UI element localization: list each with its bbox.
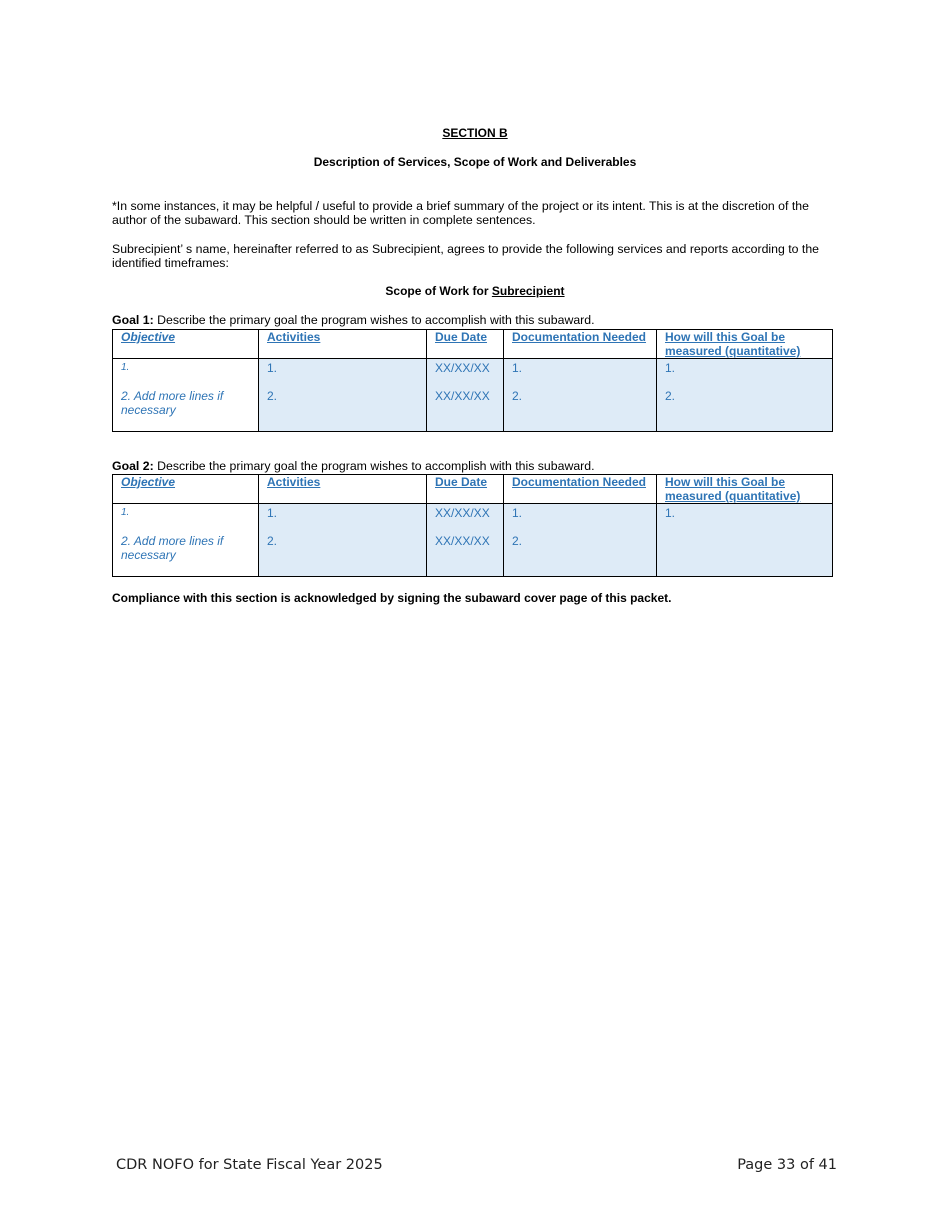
header-documentation: Documentation Needed (504, 330, 657, 359)
goal-1-documentation-1: 1. (512, 361, 523, 375)
goal-1-objective-1: 1. (121, 362, 130, 373)
goal-1-activity-1: 1. (267, 361, 278, 375)
goal-2-activity-2: 2. (267, 534, 278, 548)
footer-title: CDR NOFO for State Fiscal Year 2025 (116, 1157, 383, 1173)
goal-2-measure-cell[interactable] (657, 504, 833, 577)
goal-1-measure-1: 1. (665, 361, 676, 375)
section-title: SECTION B (442, 126, 508, 140)
header-activities: Activities (259, 475, 427, 504)
goal-2-objective-2: 2. Add more lines if necessary (121, 534, 224, 562)
header-measure: How will this Goal be measured (quantitative) (657, 475, 833, 504)
header-documentation: Documentation Needed (504, 475, 657, 504)
goal-2-table (112, 474, 833, 577)
goal-1-due-date-1: XX/XX/XX (435, 361, 490, 375)
goal-2-measure-1: 1. (665, 506, 676, 520)
footer-page-number: Page 33 of 41 (737, 1157, 837, 1173)
goal-1-objective-cell[interactable] (113, 359, 259, 432)
goal-1-activity-2: 2. (267, 389, 278, 403)
goal-1-header-row (113, 330, 833, 359)
section-subtitle: Description of Services, Scope of Work and Deliverables (313, 155, 637, 169)
goal-1-measure-2: 2. (665, 389, 676, 403)
goal-1-documentation-cell[interactable] (504, 359, 657, 432)
goal-2-documentation-1: 1. (512, 506, 523, 520)
goal-1-due-date-2: XX/XX/XX (435, 389, 490, 403)
goal-2-objective-1: 1. (121, 507, 130, 518)
goal-1-measure-cell[interactable] (657, 359, 833, 432)
goal-2-documentation-cell[interactable] (504, 504, 657, 577)
goal-2-due-date-2: XX/XX/XX (435, 534, 490, 548)
intro-paragraph-1: *In some instances, it may be helpful / useful to provide a brief summary of the project or its intent. This is at the discretion of the author of the subaward. This section should be written in complete sentences. (112, 199, 809, 227)
header-measure: How will this Goal be measured (quantitative) (657, 330, 833, 359)
goal-1-activities-cell[interactable] (259, 359, 427, 432)
header-due-date: Due Date (427, 475, 504, 504)
goal-1-description (112, 313, 595, 327)
goal-1-label: Goal 1: (112, 313, 154, 327)
header-objective: Objective (113, 330, 259, 359)
goal-2-documentation-2: 2. (512, 534, 523, 548)
goal-2-due-date-1: XX/XX/XX (435, 506, 490, 520)
goal-2-objective-cell[interactable] (113, 504, 259, 577)
scope-prefix: Scope of Work for (385, 284, 492, 298)
goal-2-header-row (113, 475, 833, 504)
compliance-statement: Compliance with this section is acknowledged by signing the subaward cover page of this packet. (112, 591, 672, 605)
goal-1-objective-2: 2. Add more lines if necessary (121, 389, 224, 417)
header-activities: Activities (259, 330, 427, 359)
goal-2-text: Describe the primary goal the program wishes to accomplish with this subaward. (153, 459, 595, 473)
goal-2-activity-1: 1. (267, 506, 278, 520)
goal-1-documentation-2: 2. (512, 389, 523, 403)
scope-subrecipient: Subrecipient (491, 284, 565, 298)
goal-1-due-date-cell[interactable] (427, 359, 504, 432)
goal-2-due-date-cell[interactable] (427, 504, 504, 577)
goal-1-text: Describe the primary goal the program wishes to accomplish with this subaward. (153, 313, 595, 327)
goal-2-description (112, 459, 595, 473)
goal-1-data-row (113, 359, 833, 432)
goal-2-activities-cell[interactable] (259, 504, 427, 577)
header-objective: Objective (113, 475, 259, 504)
header-due-date: Due Date (427, 330, 504, 359)
intro-paragraph-2: Subrecipient’ s name, hereinafter referred to as Subrecipient, agrees to provide the following services and reports according to the identified timeframes: (112, 242, 820, 270)
scope-heading (0, 284, 950, 298)
goal-1-table (112, 329, 833, 432)
goal-2-data-row (113, 504, 833, 577)
goal-2-label: Goal 2: (112, 459, 154, 473)
